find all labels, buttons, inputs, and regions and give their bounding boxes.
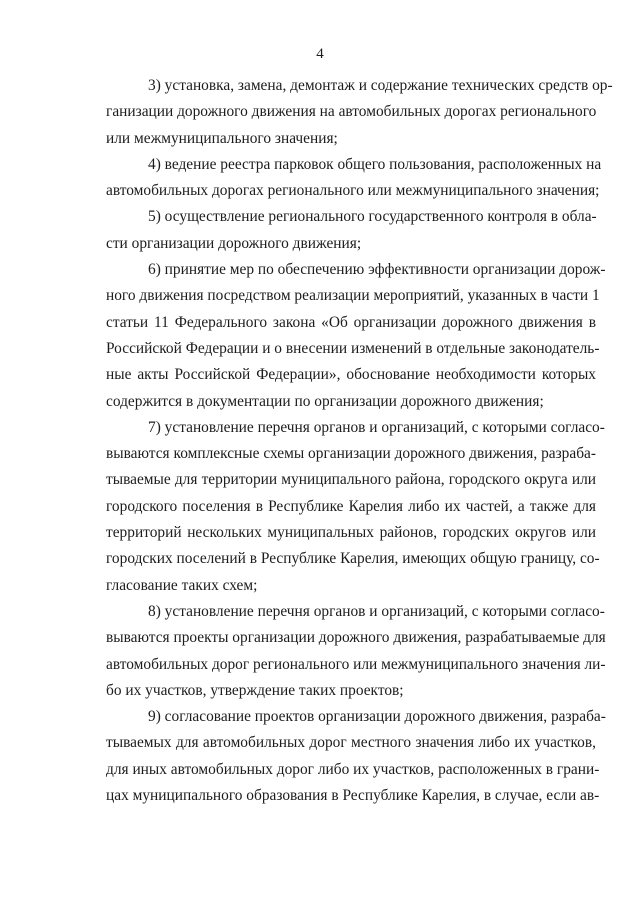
paragraph bbox=[106, 599, 606, 704]
paragraph-line: цах муниципального образования в Республике Карелия, в случае, если ав- bbox=[106, 787, 600, 805]
paragraph-line: содержится в документации по организации дорожного движения; bbox=[106, 392, 544, 410]
paragraph-line: автомобильных дорогах регионального или межмуниципального значения; bbox=[106, 182, 600, 200]
paragraph bbox=[106, 73, 613, 152]
paragraph-line: городского поселения в Республике Карелия либо их частей, а также для bbox=[106, 497, 596, 515]
paragraph-line: для иных автомобильных дорог либо их участков, расположенных в грани- bbox=[106, 760, 600, 778]
paragraph bbox=[106, 204, 596, 257]
paragraph-line: статьи 11 Федерального закона «Об организации дорожного движения в bbox=[106, 313, 596, 331]
paragraph-line: автомобильных дорог регионального или межмуниципального значения ли- bbox=[106, 655, 606, 673]
paragraph-line: территорий нескольких муниципальных районов, городских округов или bbox=[106, 524, 596, 542]
paragraph-line: ные акты Российской Федерации», обоснование необходимости которых bbox=[106, 366, 596, 384]
paragraph bbox=[106, 257, 606, 415]
paragraph-line: сти организации дорожного движения; bbox=[106, 234, 362, 252]
paragraph-line: 5) осуществление регионального государственного контроля в обла- bbox=[148, 208, 597, 226]
paragraph-line: тываемые для территории муниципального района, городского округа или bbox=[106, 471, 596, 489]
paragraph-line: тываемых для автомобильных дорог местного значения либо их участков, bbox=[106, 734, 596, 752]
paragraph-line: гласование таких схем; bbox=[106, 576, 258, 594]
paragraph-line: городских поселений в Республике Карелия, имеющих общую границу, со- bbox=[106, 550, 600, 568]
paragraph-line: вываются комплексные схемы организации дорожного движения, разраба- bbox=[106, 445, 596, 463]
paragraph-line: 9) согласование проектов организации дорожного движения, разраба- bbox=[148, 708, 606, 726]
paragraph-line: 6) принятие мер по обеспечению эффективности организации дорож- bbox=[148, 261, 606, 279]
paragraph-line: 3) установка, замена, демонтаж и содержание технических средств ор- bbox=[148, 77, 613, 94]
paragraph-line: 8) установление перечня органов и организаций, с которыми согласо- bbox=[148, 602, 605, 620]
paragraph bbox=[106, 415, 605, 599]
paragraph bbox=[106, 704, 606, 809]
document-body bbox=[106, 73, 613, 809]
paragraph-line: ганизации дорожного движения на автомобильных дорогах регионального bbox=[106, 103, 597, 121]
paragraph-line: Российской Федерации и о внесении изменений в отдельные законодатель- bbox=[106, 339, 600, 357]
paragraph-line: бо их участков, утверждение таких проектов; bbox=[106, 681, 404, 699]
paragraph-line: 4) ведение реестра парковок общего пользования, расположенных на bbox=[148, 155, 602, 173]
paragraph-line: вываются проекты организации дорожного движения, разрабатываемые для bbox=[106, 629, 606, 647]
page-number: 4 bbox=[316, 46, 324, 62]
paragraph-line: ного движения посредством реализации мероприятий, указанных в части 1 bbox=[106, 287, 600, 305]
paragraph-line: 7) установление перечня органов и организаций, с которыми согласо- bbox=[148, 418, 605, 436]
paragraph bbox=[106, 152, 602, 205]
paragraph-line: или межмуниципального значения; bbox=[106, 129, 338, 147]
